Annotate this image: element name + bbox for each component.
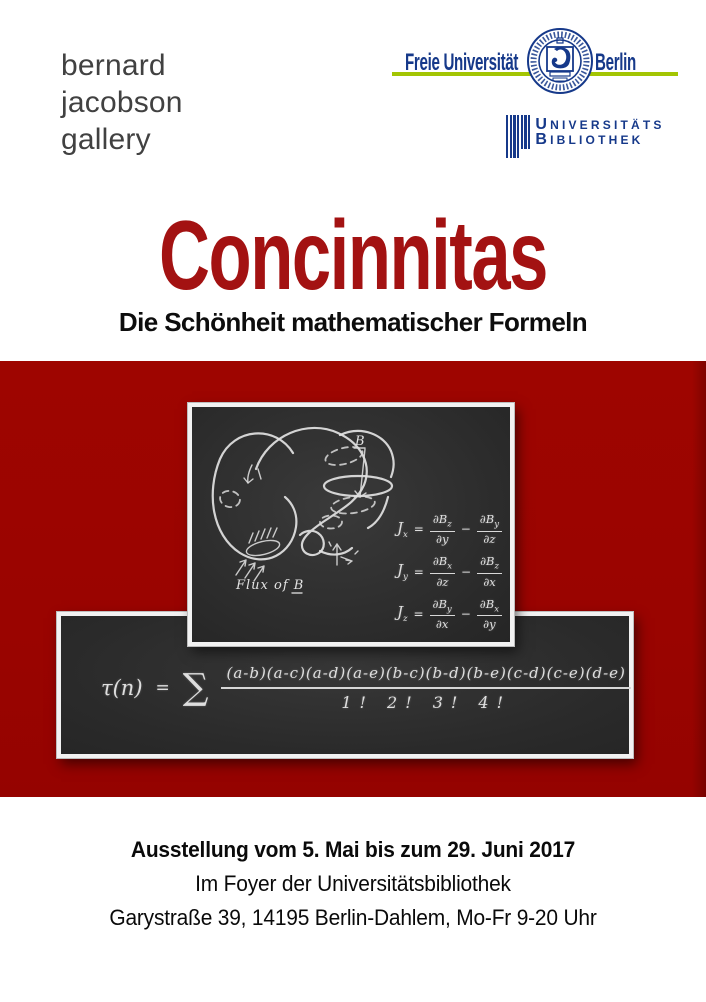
exhibition-title: Concinnitas bbox=[159, 200, 547, 310]
dashed-fieldline-icons bbox=[219, 444, 376, 529]
exhibition-dates: Ausstellung vom 5. Mai bis zum 29. Juni 2017 bbox=[130, 837, 576, 862]
gallery-logo-line2: jacobson bbox=[61, 86, 183, 119]
blackboard-flux-drawing bbox=[188, 403, 514, 646]
curl-equations bbox=[397, 503, 502, 630]
tau-fraction bbox=[221, 664, 630, 712]
fu-logo-text-right: Berlin bbox=[595, 49, 636, 76]
ub-logo-line1: UNIVERSITÄTS bbox=[535, 116, 665, 133]
exhibition-address-hours: Garystraße 39, 14195 Berlin-Dahlem, Mo-Fr 9-20 Uhr bbox=[109, 905, 597, 930]
left-loop-arrow-icon bbox=[244, 465, 261, 483]
curl-equation-y: $J_y$ = $\frac{\partial B_x}{\partial z}$ − $\frac{\partial B_z}{\partial x}$ bbox=[397, 555, 502, 587]
tau-lhs: τ(n) bbox=[101, 676, 143, 700]
exhibition-location: Im Foyer der Universitätsbibliothek bbox=[195, 871, 511, 896]
b-field-label: B bbox=[355, 434, 365, 449]
equals-sign: = bbox=[155, 678, 170, 698]
ub-logo-text bbox=[535, 115, 664, 147]
gallery-logo-line1: bernard bbox=[61, 49, 166, 82]
tau-numerator: (a-b)(a-c)(a-d)(a-e)(b-c)(b-d)(b-e)(c-d)(c-e)(d-e) bbox=[221, 664, 630, 689]
gallery-logo-line3: gallery bbox=[61, 123, 151, 156]
exhibition-details bbox=[25, 833, 682, 935]
library-bars-icon bbox=[506, 115, 530, 158]
fu-berlin-logo bbox=[392, 25, 678, 97]
gallery-logo bbox=[61, 47, 183, 158]
fu-seal-icon bbox=[526, 26, 594, 96]
curl-equation-x: $J_x$ = $\frac{\partial B_z}{\partial y}$ − $\frac{\partial B_y}{\partial z}$ bbox=[397, 513, 502, 545]
knot-curve-icon bbox=[213, 428, 394, 559]
ub-logo bbox=[506, 115, 665, 158]
red-band bbox=[0, 361, 706, 797]
sigma-icon: ∑ bbox=[182, 667, 209, 708]
exhibition-subtitle: Die Schönheit mathematischer Formeln bbox=[118, 307, 588, 337]
hatched-disk-icon bbox=[324, 449, 392, 497]
flux-label: Flux of B bbox=[236, 578, 305, 593]
tau-denominator: 1! 2! 3! 4! bbox=[341, 693, 512, 712]
fu-logo-text-left: Freie Universität bbox=[405, 49, 519, 76]
ub-logo-line2: BIBLIOTHEK bbox=[535, 130, 644, 148]
tau-formula bbox=[101, 664, 626, 712]
curl-equation-z: $J_z$ = $\frac{\partial B_y}{\partial x}$ − $\frac{\partial B_x}{\partial y}$ bbox=[397, 598, 502, 630]
